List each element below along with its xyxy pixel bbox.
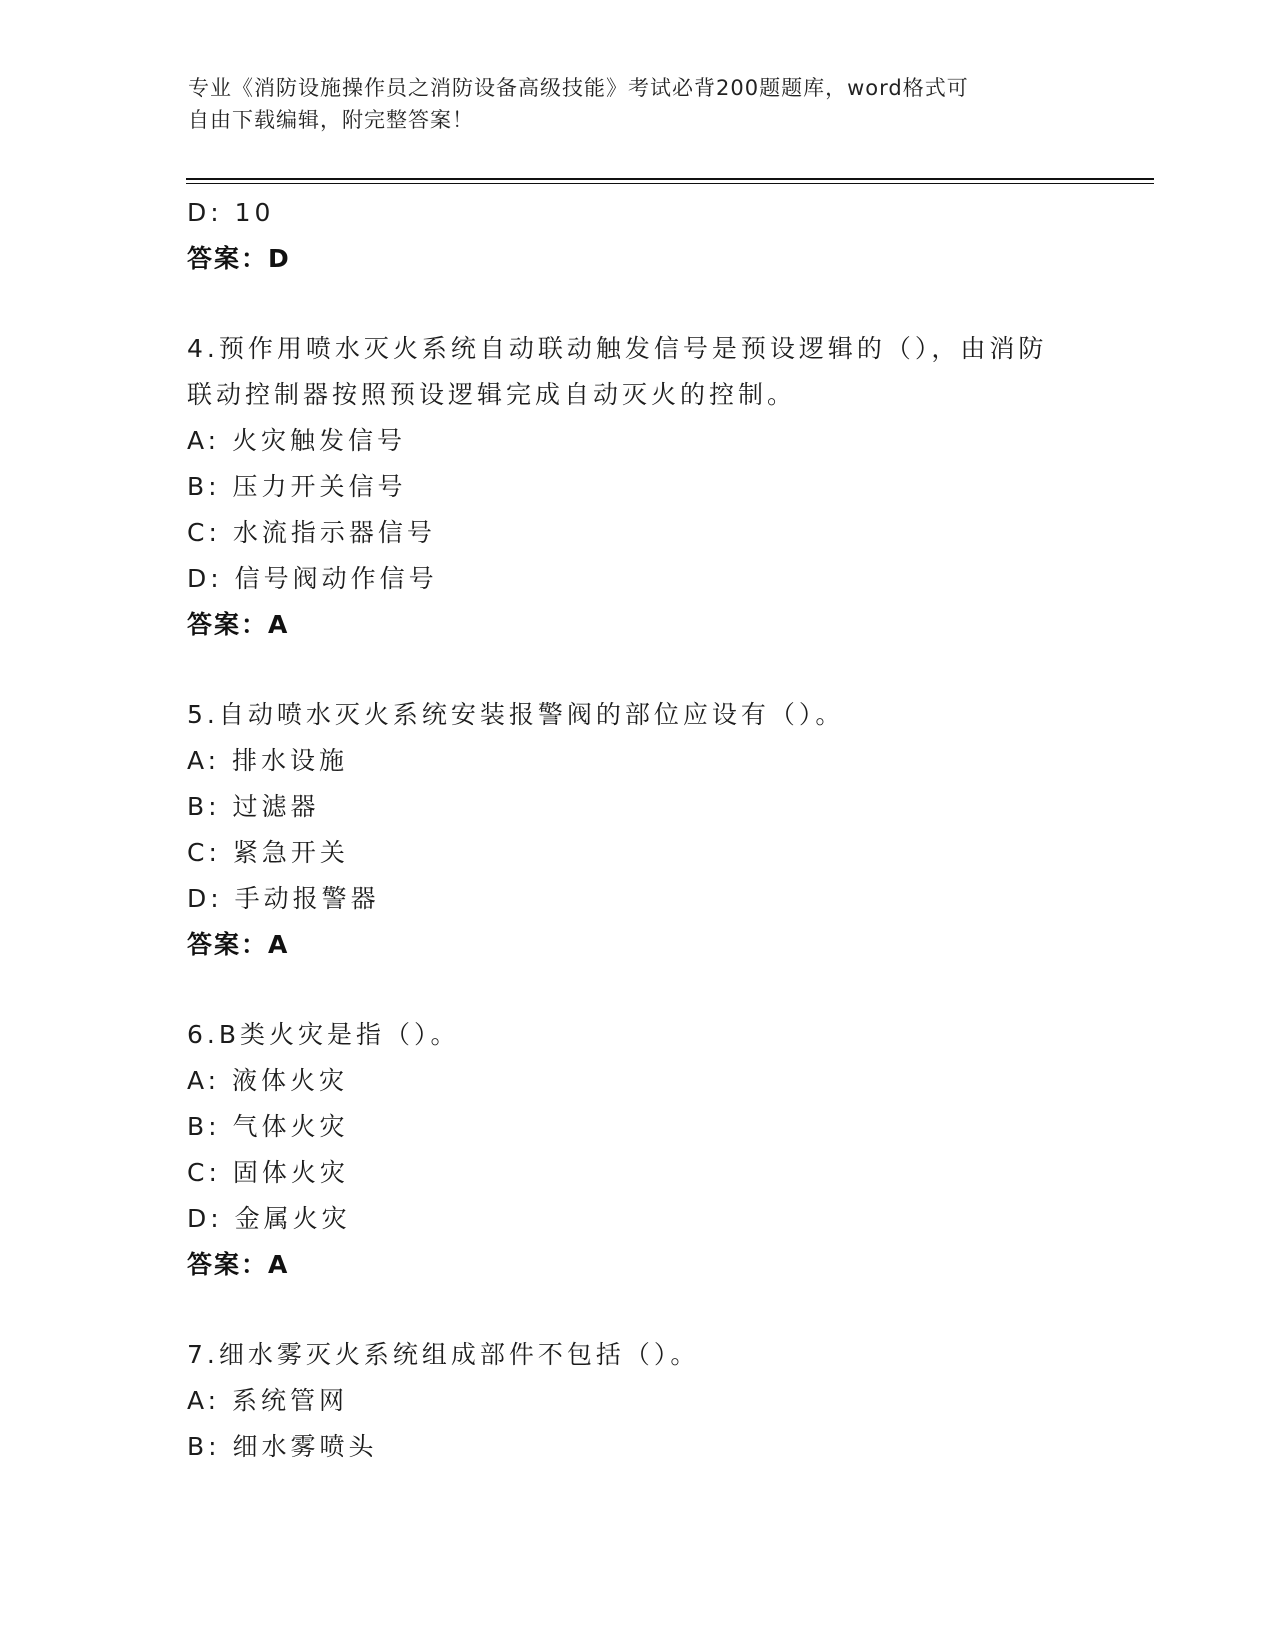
header-rule-thin	[186, 183, 1154, 184]
page-header	[188, 72, 1068, 136]
option-a: A: 系统管网	[187, 1386, 349, 1415]
option-b: B: 过滤器	[187, 792, 320, 821]
prev-answer: 答案：D	[187, 244, 291, 273]
option-d: D: 信号阀动作信号	[187, 564, 438, 593]
question-stem: 4.预作用喷水灭火系统自动联动触发信号是预设逻辑的（），由消防	[187, 334, 1048, 363]
option-d: D: 手动报警器	[187, 884, 380, 913]
spacer	[187, 1288, 1087, 1332]
option-c: C: 固体火灾	[187, 1158, 349, 1187]
option-c: C: 紧急开关	[187, 838, 349, 867]
answer: 答案：A	[187, 930, 290, 959]
question-4	[187, 326, 1087, 648]
question-stem: 7.细水雾灭火系统组成部件不包括（）。	[187, 1340, 700, 1369]
option-d: D: 金属火灾	[187, 1204, 351, 1233]
option-a: A: 液体火灾	[187, 1066, 349, 1095]
prev-option-d: D: 10	[187, 198, 275, 227]
header-rule-thick	[186, 178, 1154, 180]
option-a: A: 火灾触发信号	[187, 426, 407, 455]
question-stem-continued: 联动控制器按照预设逻辑完成自动灭火的控制。	[187, 380, 797, 409]
option-c: C: 水流指示器信号	[187, 518, 436, 547]
header-line-1: 专业《消防设施操作员之消防设备高级技能》考试必背200题题库，word格式可	[188, 76, 969, 100]
answer: 答案：A	[187, 1250, 290, 1279]
spacer	[187, 648, 1087, 692]
question-7	[187, 1332, 1087, 1470]
header-line-2: 自由下载编辑，附完整答案！	[188, 108, 474, 132]
question-stem: 6.B类火灾是指（）。	[187, 1020, 460, 1049]
spacer	[187, 282, 1087, 326]
option-b: B: 细水雾喷头	[187, 1432, 378, 1461]
question-stem: 5.自动喷水灭火系统安装报警阀的部位应设有（）。	[187, 700, 845, 729]
question-6	[187, 1012, 1087, 1288]
option-a: A: 排水设施	[187, 746, 349, 775]
spacer	[187, 968, 1087, 1012]
question-5	[187, 692, 1087, 968]
option-b: B: 压力开关信号	[187, 472, 407, 501]
option-b: B: 气体火灾	[187, 1112, 349, 1141]
answer: 答案：A	[187, 610, 290, 639]
question-content	[187, 190, 1087, 1470]
